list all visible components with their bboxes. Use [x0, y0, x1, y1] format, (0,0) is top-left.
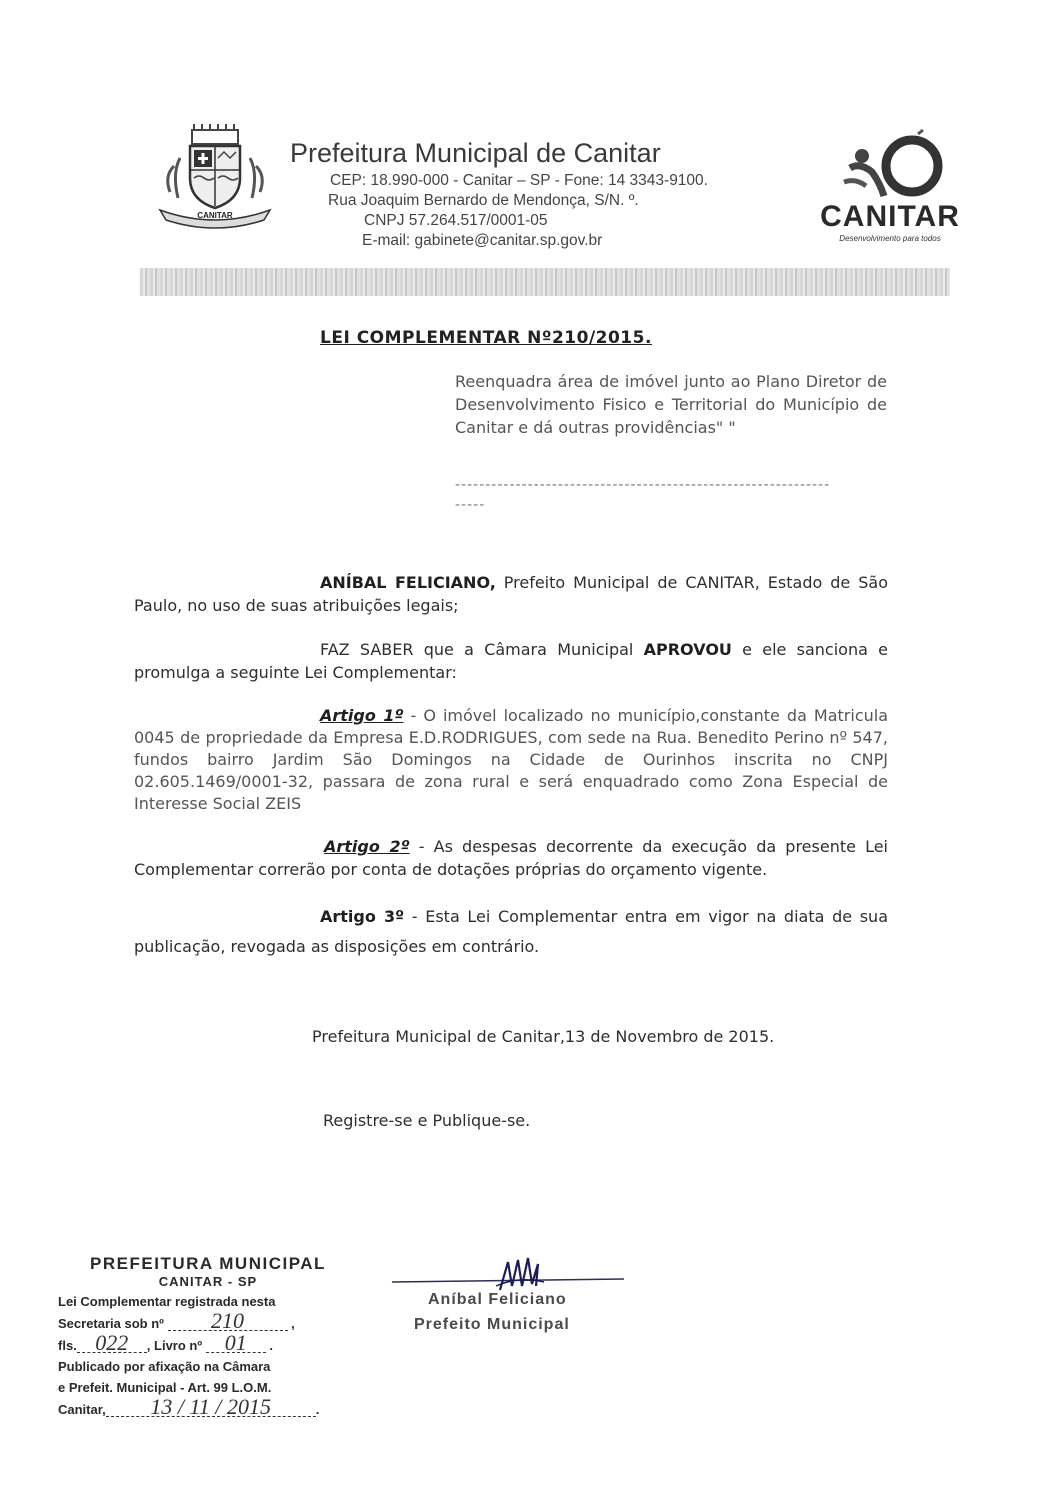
stamp-line-4: Publicado por afixação na Câmara	[58, 1359, 271, 1374]
stamp-handwritten-date: 13 / 11 / 2015	[106, 1398, 316, 1417]
brand-tagline: Desenvolvimento para todos	[839, 234, 941, 243]
registration-stamp	[58, 1254, 358, 1420]
article-2-label: Artigo 2º	[324, 837, 410, 856]
mayor-paragraph	[134, 571, 888, 617]
stamp-fls-label: fls.	[58, 1338, 77, 1353]
faz-saber-text: FAZ SABER que a Câmara Municipal	[320, 640, 644, 659]
article-1-paragraph	[134, 705, 888, 815]
stamp-title: PREFEITURA MUNICIPAL	[90, 1254, 326, 1273]
registre-publique-line: Registre-se e Publique-se.	[323, 1111, 531, 1130]
stamp-city-label: Canitar,	[58, 1402, 106, 1417]
header-email: E-mail: gabinete@canitar.sp.gov.br	[362, 232, 603, 249]
faz-saber-approved: APROVOU	[643, 640, 732, 659]
dash-separator-2: -----	[455, 497, 486, 513]
header-cnpj: CNPJ 57.264.517/0001-05	[364, 212, 548, 229]
stamp-fls-number: 022	[77, 1334, 147, 1353]
header-text-block	[290, 138, 790, 251]
header-title: Prefeitura Municipal de Canitar	[290, 138, 661, 168]
header-address: Rua Joaquim Bernardo de Mendonça, S/N. º.	[328, 192, 639, 209]
signatory-role: Prefeito Municipal	[414, 1316, 570, 1333]
mayor-name: ANÍBAL FELICIANO,	[320, 573, 496, 592]
faz-saber-paragraph	[134, 638, 888, 684]
article-3-paragraph	[134, 902, 888, 962]
article-2-text: - As despesas decorrente da execução da presente Lei Complementar correrão por conta de dotações próprias do orçamento vigente.	[134, 837, 889, 879]
article-1-text: - O imóvel localizado no município,constante da Matricula 0045 de propriedade da Empresa E.D.RODRIGUES, com sede na Rua. Benedito Perino nº 547, fundos bairro Jardim São Domingos na Cidade de Ourinhos inscrita no CNPJ 02.605.1469/0001-32, passara de zona rural e será enquadrado como Zona Especial de Interesse Social ZEIS	[134, 706, 889, 813]
faz-saber-tail: e ele sanciona e promulga a seguinte Lei Complementar:	[134, 640, 888, 682]
brand-swoosh-icon	[800, 128, 980, 208]
header-divider-band	[140, 268, 950, 296]
dash-separator-1: --------------------------------------------------------------	[455, 477, 831, 493]
article-3-label: Artigo 3º	[320, 907, 405, 926]
article-2-paragraph	[134, 835, 888, 881]
canitar-brand-logo	[800, 128, 980, 246]
law-title: LEI COMPLEMENTAR Nº210/2015.	[320, 328, 652, 348]
stamp-line-6: Canitar, 13 / 11 / 2015 .	[58, 1394, 320, 1419]
closing-date-line: Prefeitura Municipal de Canitar,13 de Novembro de 2015.	[312, 1027, 775, 1046]
mayor-paragraph-text: Prefeito Municipal de CANITAR, Estado de São Paulo, no uso de suas atribuições legais;	[134, 573, 889, 615]
stamp-line-1: Lei Complementar registrada nesta	[58, 1294, 276, 1309]
stamp-livro-number: 01	[206, 1334, 266, 1353]
crest-label: CANITAR	[197, 211, 233, 220]
municipal-crest	[150, 118, 280, 230]
header-cep-phone: CEP: 18.990-000 - Canitar – SP - Fone: 14 3343-9100.	[330, 172, 708, 189]
stamp-livro-label: , Livro nº	[146, 1338, 203, 1353]
brand-name: CANITAR	[820, 200, 960, 233]
article-3-text: - Esta Lei Complementar entra em vigor na diata de sua publicação, revogada as disposições em contrário.	[134, 907, 889, 956]
stamp-register-number: 210	[168, 1312, 288, 1331]
stamp-line-3: fls. 022 , Livro nº 01 .	[58, 1330, 273, 1355]
law-ementa: Reenquadra área de imóvel junto ao Plano Diretor de Desenvolvimento Fisico e Territorial do Município de Canitar e dá outras providências" "	[455, 372, 887, 437]
stamp-line-2-label: Secretaria sob nº	[58, 1316, 164, 1331]
signatory-name: Aníbal Feliciano	[428, 1291, 567, 1308]
article-1-label: Artigo 1º	[320, 706, 404, 725]
stamp-line-5: e Prefeit. Municipal - Art. 99 L.O.M.	[58, 1380, 272, 1395]
stamp-subtitle: CANITAR - SP	[158, 1274, 258, 1289]
stamp-line-2: Secretaria sob nº 210 ,	[58, 1308, 295, 1333]
